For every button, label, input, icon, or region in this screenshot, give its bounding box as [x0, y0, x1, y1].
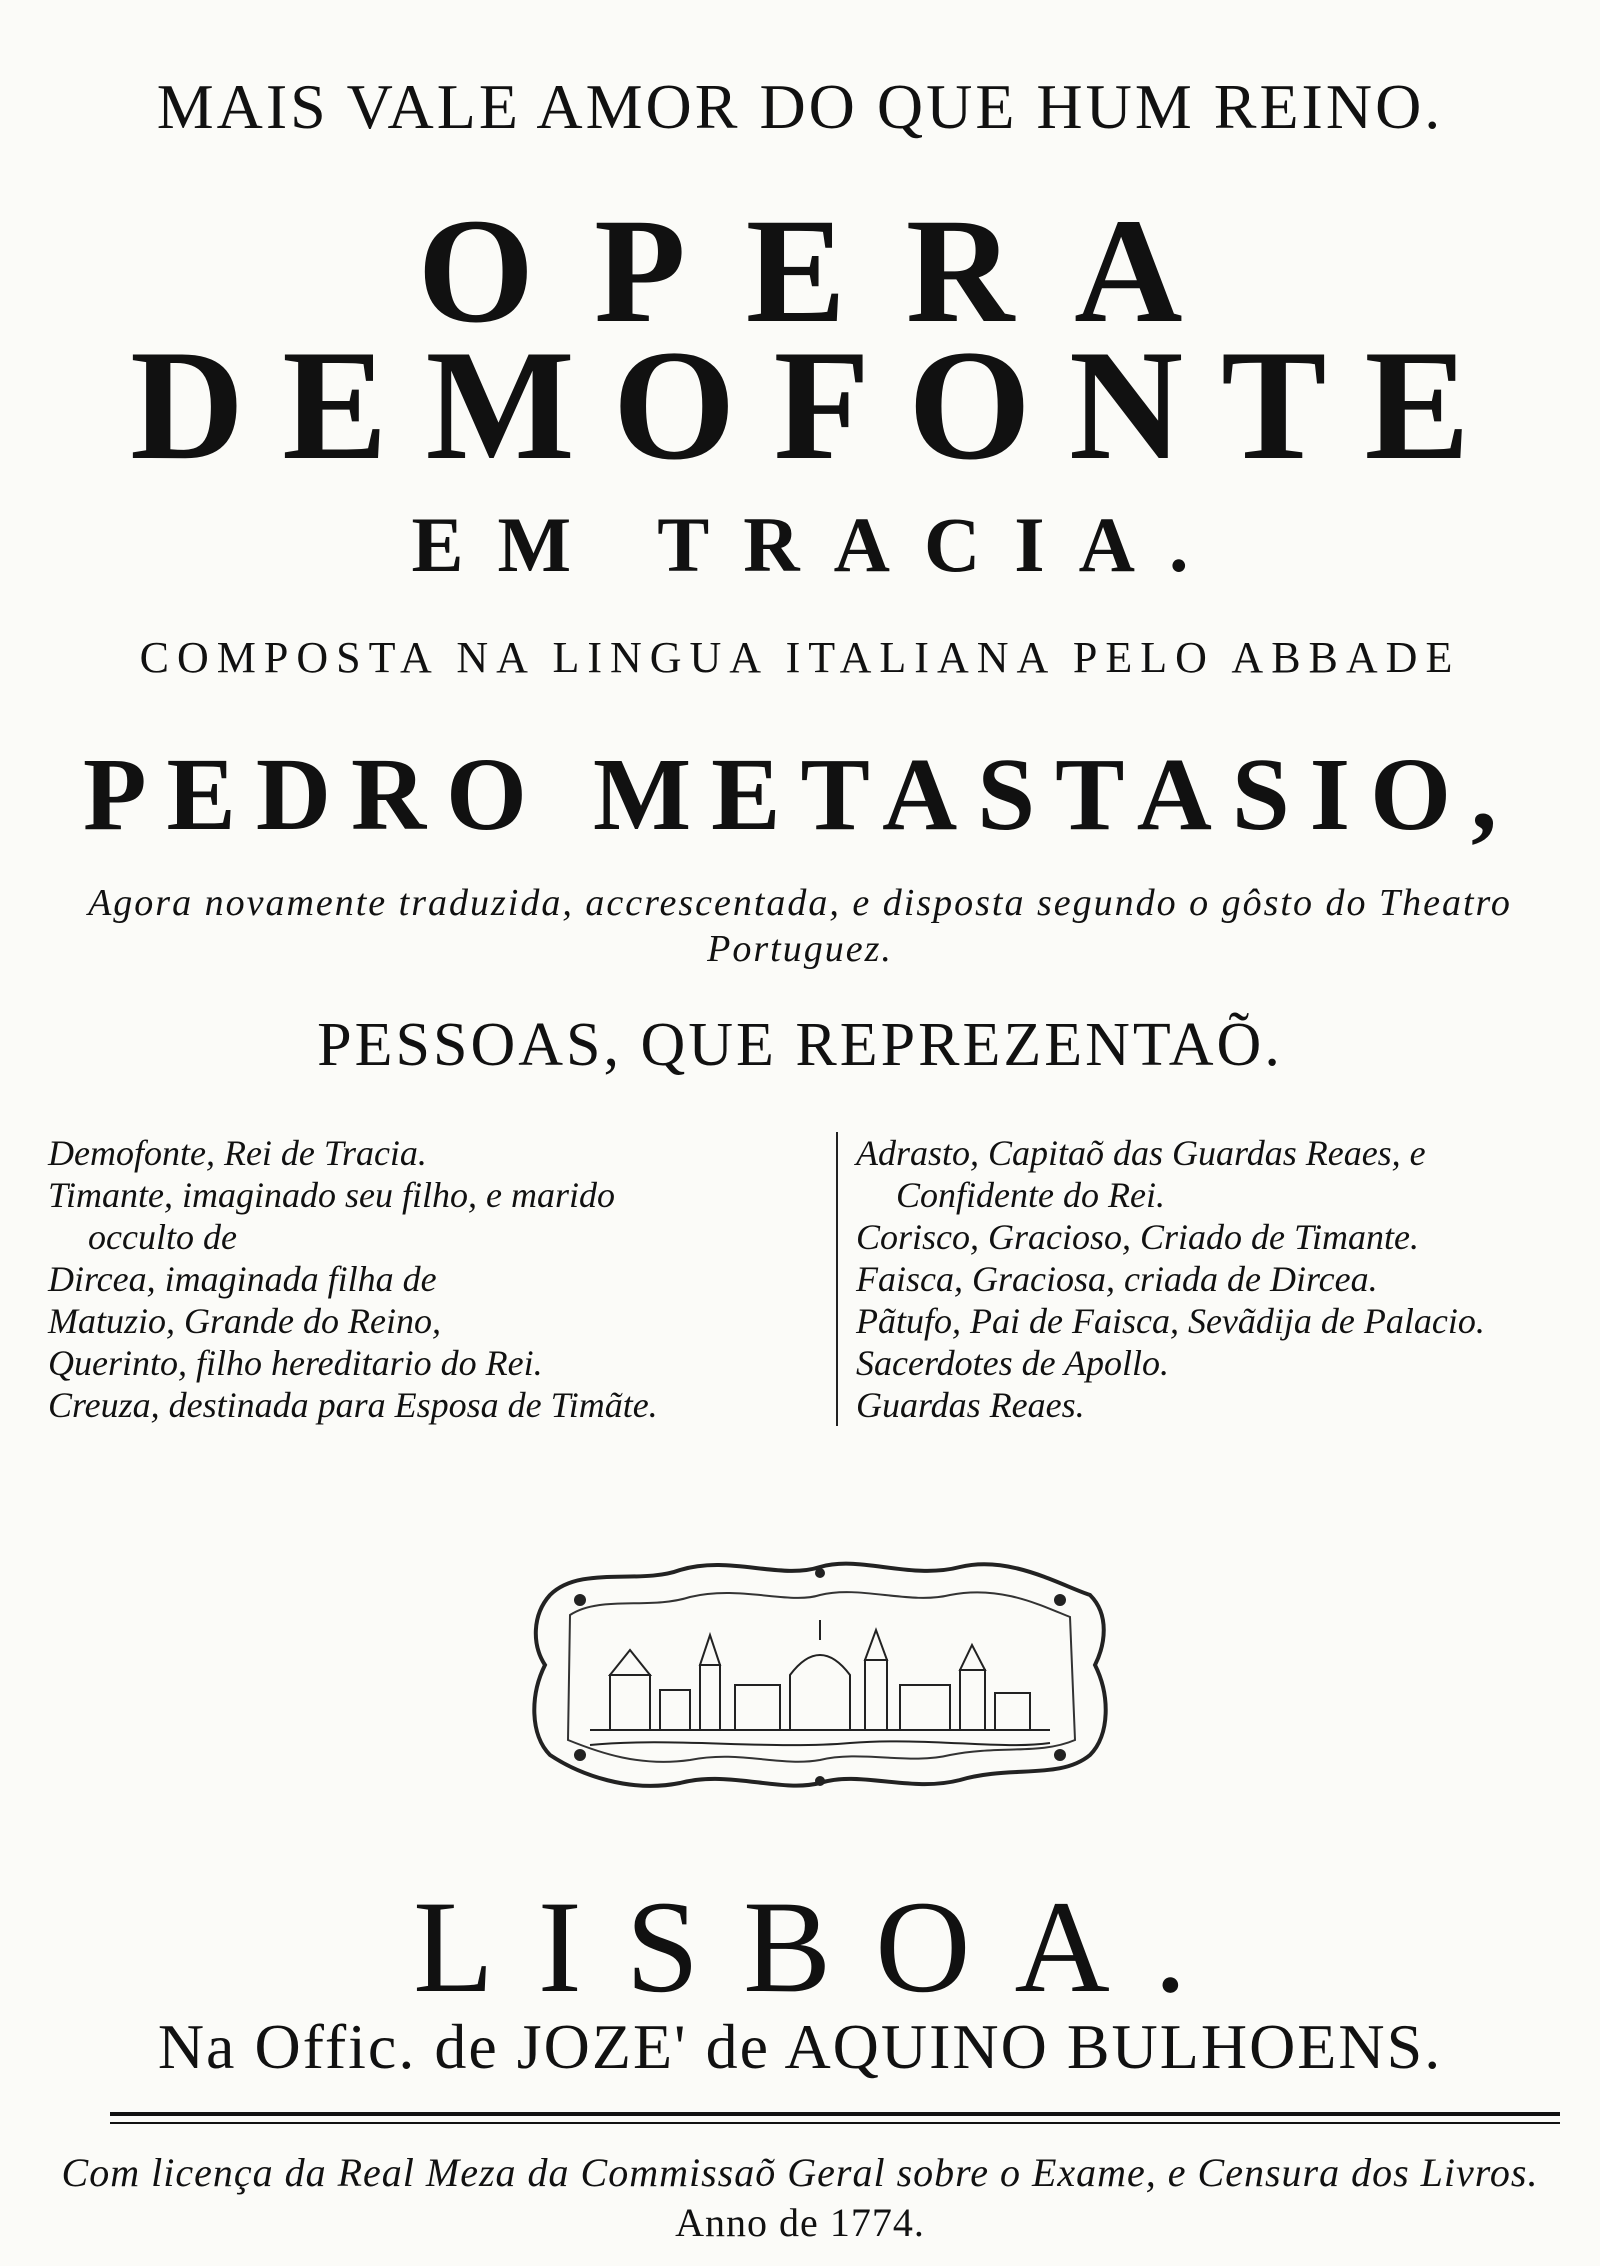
cast-entry: Querinto, filho hereditario do Rei. — [48, 1343, 543, 1383]
cast-entry: Faisca, Graciosa, criada de Dircea. — [856, 1259, 1378, 1299]
cast-column-left — [48, 1132, 838, 1426]
cast-entry: Creuza, destinada para Esposa de Timãte. — [48, 1385, 658, 1425]
license-note — [0, 2148, 1600, 2248]
cast-list — [48, 1132, 1578, 1426]
cast-entry: Dircea, imaginada filha de — [48, 1259, 437, 1299]
imprint-printer: Na Offic. de JOZE' de AQUINO BULHOENS. — [157, 2011, 1443, 2082]
work-title: DEMOFONTE — [130, 318, 1508, 493]
cast-entry: Pãtufo, Pai de Faisca, Sevãdija de Palacio. — [856, 1301, 1485, 1341]
cast-entry: Confidente do Rei. — [896, 1175, 1165, 1215]
license-text: Com licença da Real Meza da Commissaõ Geral sobre o Exame, e Censura dos Livros. — [61, 2150, 1539, 2195]
cast-entry: Sacerdotes de Apollo. — [856, 1343, 1169, 1383]
translation-note: Agora novamente traduzida, accrescentada, e disposta segundo o gôsto do Theatro Portuguez. — [88, 882, 1512, 970]
cast-entry: occulto de — [88, 1217, 237, 1257]
cast-entry: Guardas Reaes. — [856, 1385, 1085, 1425]
cast-entry: Timante, imaginado seu filho, e marido — [48, 1175, 615, 1215]
author-name: PEDRO METASTASIO, — [82, 737, 1518, 852]
cast-entry: Demofonte, Rei de Tracia. — [48, 1133, 427, 1173]
city-vignette-ornament — [520, 1555, 1120, 1795]
double-rule-top — [110, 2112, 1560, 2116]
cast-entry: Matuzio, Grande do Reino, — [48, 1301, 441, 1341]
cast-heading: PESSOAS, QUE REPREZENTAÕ. — [317, 1011, 1283, 1079]
opera-heading: OPERA — [417, 188, 1243, 354]
publication-year: Anno de 1774. — [675, 2200, 925, 2245]
cast-entry: Corisco, Gracioso, Criado de Timante. — [856, 1217, 1420, 1257]
double-rule-bottom — [110, 2122, 1560, 2124]
cast-entry: Adrasto, Capitaõ das Guardas Reaes, e — [856, 1133, 1426, 1173]
imprint-city: LISBOA. — [413, 1873, 1231, 2020]
composition-note: COMPOSTA NA LINGUA ITALIANA PELO ABBADE — [139, 633, 1461, 682]
alt-title: MAIS VALE AMOR DO QUE HUM REINO. — [156, 71, 1444, 142]
cast-column-right — [838, 1132, 1578, 1426]
setting-line: EM TRACIA. — [411, 501, 1223, 588]
